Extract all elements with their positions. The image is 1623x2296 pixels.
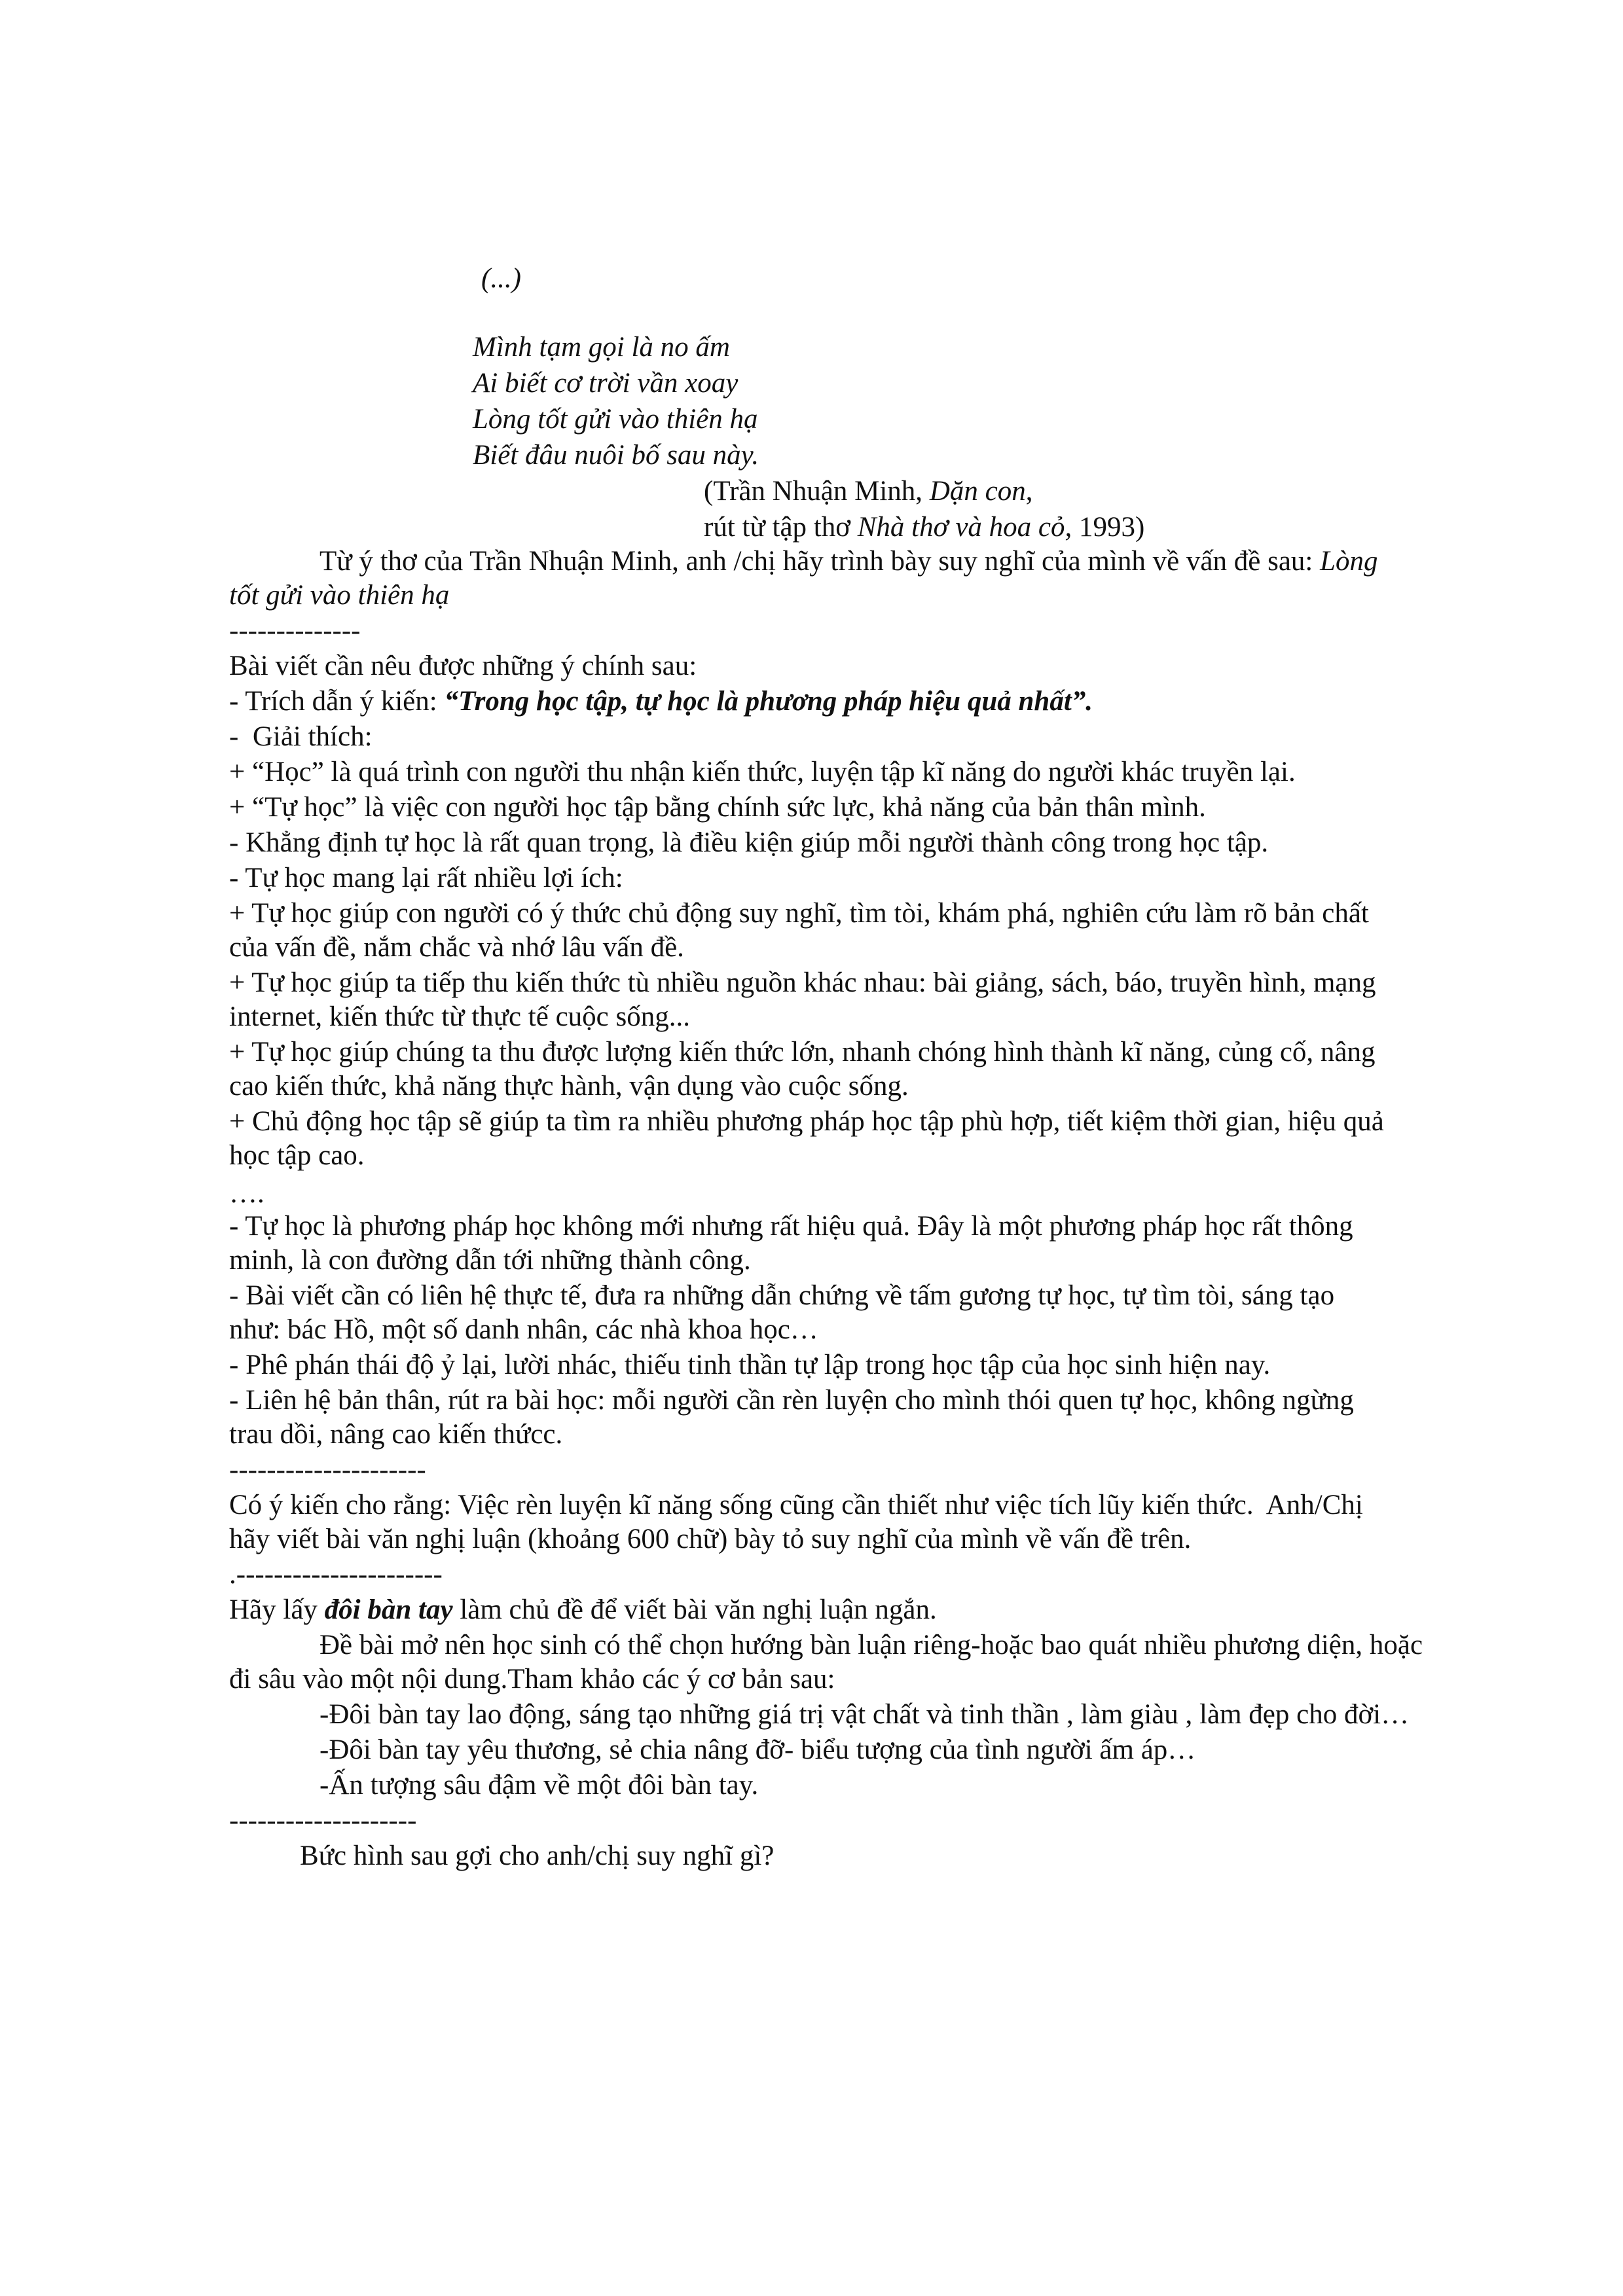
poem-citation-line-2	[704, 511, 1144, 545]
essay1-selflearn-definition: + “Tự học” là việc con người học tập bằng chính sức lực, khả năng của bản thân mình.	[229, 792, 1206, 823]
essay1-benefit-1-line-1: + Tự học giúp con người có ý thức chủ động suy nghĩ, tìm tòi, khám phá, nghiên cứu làm rõ bản chất	[229, 898, 1369, 929]
prompt1-line-1	[319, 545, 1378, 579]
prompt4-text: Bức hình sau gợi cho anh/chị suy nghĩ gì?	[300, 1840, 775, 1871]
prompt3-idea-1: -Đôi bàn tay lao động, sáng tạo những giá trị vật chất và tinh thần , làm giàu , làm đẹp cho đời…	[319, 1699, 1410, 1730]
prompt1-line-2: tốt gửi vào thiên hạ	[229, 580, 450, 611]
separator-4: --------------------	[229, 1805, 417, 1836]
poem-citation-line-1	[704, 475, 1032, 509]
prompt3-idea-3: -Ấn tượng sâu đậm về một đôi bàn tay.	[319, 1770, 759, 1801]
prompt1-italic-start: Lòng	[1320, 546, 1378, 577]
essay1-conclusion-2-line-2: như: bác Hồ, một số danh nhân, các nhà khoa học…	[229, 1314, 818, 1345]
essay1-dots: ….	[229, 1178, 264, 1209]
prompt3-pre: Hãy lấy	[229, 1594, 325, 1625]
poem-line-2: Ai biết cơ trời vần xoay	[473, 368, 739, 399]
prompt3-line	[229, 1593, 937, 1627]
essay1-benefit-3-line-2: cao kiến thức, khả năng thực hành, vận dụng vào cuộc sống.	[229, 1071, 909, 1102]
essay1-learn-definition: + “Học” là quá trình con người thu nhận kiến thức, luyện tập kĩ năng do người khác truyền lại.	[229, 757, 1296, 787]
prompt1-text: Từ ý thơ của Trần Nhuận Minh, anh /chị hãy trình bày suy nghĩ của mình về vấn đề sau:	[319, 546, 1321, 577]
essay1-affirm: - Khẳng định tự học là rất quan trọng, là điều kiện giúp mỗi người thành công trong học tập.	[229, 827, 1269, 858]
citation-source-prefix: rút từ tập thơ	[704, 512, 858, 543]
essay1-quote-line	[229, 685, 1093, 719]
essay1-conclusion-4-line-2: trau dồi, nâng cao kiến thứcc.	[229, 1419, 563, 1450]
poem-line-1: Mình tạm gọi là no ấm	[473, 332, 730, 363]
citation-collection-title: Nhà thơ và hoa cỏ,	[857, 512, 1072, 543]
essay1-conclusion-3: - Phê phán thái độ ỷ lại, lười nhác, thiếu tinh thần tự lập trong học tập của học sinh hiện nay.	[229, 1350, 1271, 1380]
poem-line-3: Lòng tốt gửi vào thiên hạ	[473, 404, 758, 435]
essay1-conclusion-4-line-1: - Liên hệ bản thân, rút ra bài học: mỗi người cần rèn luyện cho mình thói quen tự học, không ngừng	[229, 1385, 1354, 1416]
essay1-benefit-1-line-2: của vấn đề, nắm chắc và nhớ lâu vấn đề.	[229, 932, 684, 963]
prompt2-line-2: hãy viết bài văn nghị luận (khoảng 600 chữ) bày tỏ suy nghĩ của mình về vấn đề trên.	[229, 1524, 1192, 1554]
essay1-benefit-3-line-1: + Tự học giúp chúng ta thu được lượng kiến thức lớn, nhanh chóng hình thành kĩ năng, củng cố, nâng	[229, 1037, 1376, 1067]
essay1-benefit-2-line-1: + Tự học giúp ta tiếp thu kiến thức tù nhiều nguồn khác nhau: bài giảng, sách, báo, truyền hình, mạng	[229, 967, 1376, 998]
poem-ellipsis: (...)	[481, 263, 521, 294]
essay1-benefit-4-line-1: + Chủ động học tập sẽ giúp ta tìm ra nhiều phương pháp học tập phù hợp, tiết kiệm thời gian, hiệu quả	[229, 1106, 1384, 1137]
citation-work-title: Dặn con	[929, 476, 1026, 507]
essay1-quote-prefix: - Trích dẫn ý kiến:	[229, 686, 445, 717]
citation-comma: ,	[1025, 476, 1033, 507]
prompt3-guide-line-1: Đề bài mở nên học sinh có thể chọn hướng bàn luận riêng-hoặc bao quát nhiều phương diện, hoặc	[319, 1630, 1423, 1660]
prompt3-guide-line-2: đi sâu vào một nội dung.Tham khảo các ý cơ bản sau:	[229, 1664, 835, 1695]
essay1-intro: Bài viết cần nêu được những ý chính sau:	[229, 651, 697, 681]
separator-3: .----------------------	[229, 1559, 443, 1590]
separator-2: ---------------------	[229, 1454, 426, 1485]
essay1-explain-heading: - Giải thích:	[229, 721, 373, 752]
essay1-benefits-heading: - Tự học mang lại rất nhiều lợi ích:	[229, 863, 623, 893]
essay1-conclusion-2-line-1: - Bài viết cần có liên hệ thực tế, đưa ra những dẫn chứng về tấm gương tự học, tự tìm tòi, sáng tạo	[229, 1280, 1335, 1311]
citation-year: 1993)	[1072, 512, 1145, 543]
citation-author: (Trần Nhuận Minh,	[704, 476, 930, 507]
essay1-quote-text: “Trong học tập, tự học là phương pháp hiệu quả nhất”.	[444, 686, 1093, 717]
essay1-benefit-4-line-2: học tập cao.	[229, 1140, 365, 1171]
essay1-conclusion-1-line-2: minh, là con đường dẫn tới những thành công.	[229, 1245, 751, 1276]
prompt3-idea-2: -Đôi bàn tay yêu thương, sẻ chia nâng đỡ- biểu tượng của tình người ấm áp…	[319, 1734, 1196, 1765]
poem-line-4: Biết đâu nuôi bố sau này.	[473, 440, 759, 471]
prompt2-line-1: Có ý kiến cho rằng: Việc rèn luyện kĩ năng sống cũng cần thiết như việc tích lũy kiến thức. Anh/Chị	[229, 1490, 1363, 1520]
prompt3-post: làm chủ đề để viết bài văn nghị luận ngắn.	[452, 1594, 937, 1625]
essay1-benefit-2-line-2: internet, kiến thức từ thực tế cuộc sống...	[229, 1001, 690, 1032]
separator-1: --------------	[229, 615, 361, 646]
essay1-conclusion-1-line-1: - Tự học là phương pháp học không mới nhưng rất hiệu quả. Đây là một phương pháp học rất thông	[229, 1211, 1353, 1242]
prompt3-topic: đôi bàn tay	[324, 1594, 453, 1625]
